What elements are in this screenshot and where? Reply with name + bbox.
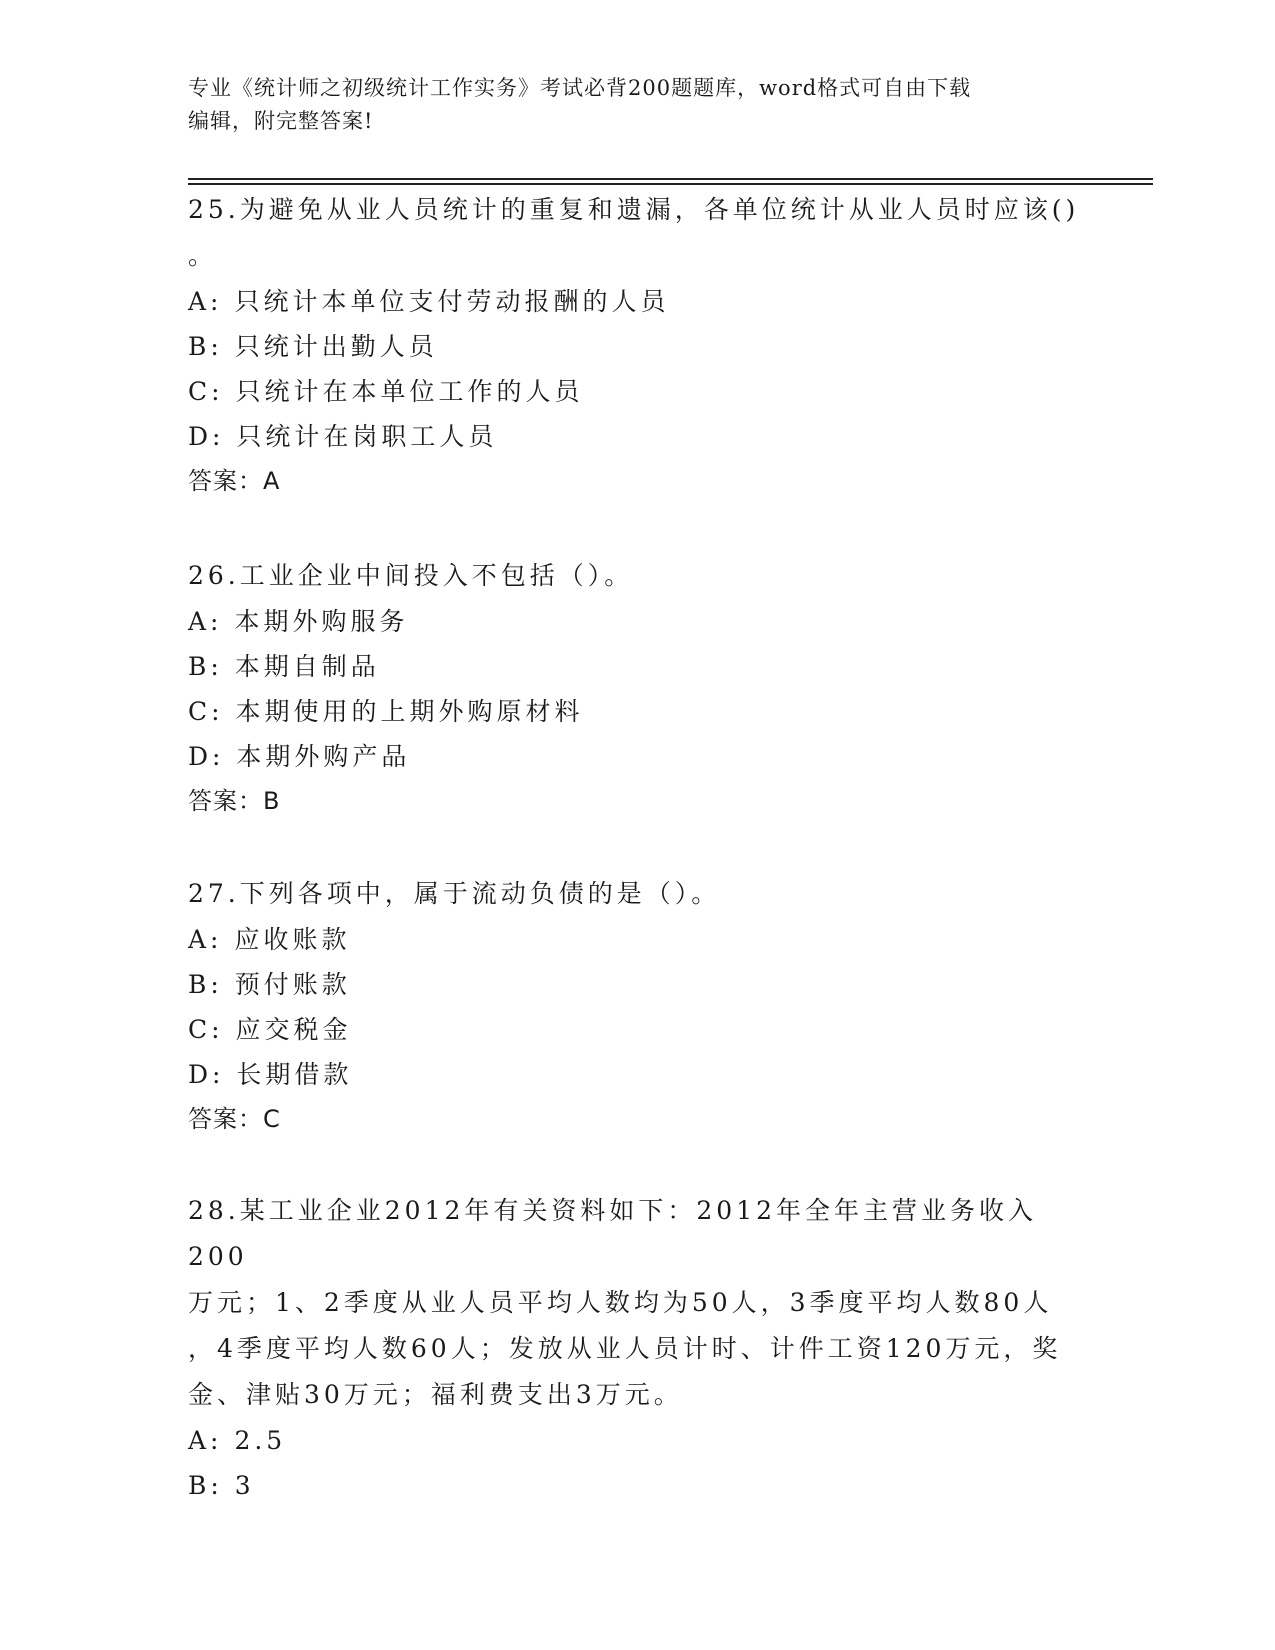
question-stem-line: 25.为避免从业人员统计的重复和遗漏，各单位统计从业人员时应该() — [188, 195, 1080, 224]
option-key: B: — [188, 1471, 223, 1500]
header-line-1: 专业《统计师之初级统计工作实务》考试必背200题题库，word格式可自由下载 — [188, 76, 972, 100]
option-a — [188, 279, 1088, 324]
option-key: A: — [188, 1426, 223, 1455]
question-stem-line: 金、津贴30万元；福利费支出3万元。 — [188, 1380, 683, 1409]
option-key: C: — [188, 377, 224, 406]
option-text: 预付账款 — [234, 970, 351, 999]
option-text: 只统计在岗职工人员 — [236, 422, 498, 451]
option-c — [188, 1007, 1088, 1052]
question-stem-line: ，4季度平均人数60人；发放从业人员计时、计件工资120万元，奖 — [188, 1334, 1062, 1363]
option-key: A: — [188, 925, 223, 954]
answer-line: 答案：A — [188, 467, 281, 495]
option-key: B: — [188, 970, 223, 999]
option-text: 本期自制品 — [234, 652, 380, 681]
option-key: B: — [188, 332, 223, 361]
option-text: 应交税金 — [235, 1015, 352, 1044]
option-c — [188, 369, 1088, 414]
option-b — [188, 324, 1088, 369]
option-d — [188, 734, 1088, 779]
option-d — [188, 1052, 1088, 1097]
option-text: 2.5 — [234, 1426, 287, 1455]
option-key: B: — [188, 652, 223, 681]
option-c — [188, 689, 1088, 734]
option-b — [188, 644, 1088, 689]
option-text: 本期外购服务 — [234, 607, 409, 636]
option-text: 本期使用的上期外购原材料 — [235, 697, 584, 726]
answer-line: 答案：C — [188, 1105, 281, 1133]
option-key: A: — [188, 287, 223, 316]
option-key: D: — [188, 742, 225, 771]
header-line-2: 编辑，附完整答案! — [188, 109, 374, 133]
option-text: 长期借款 — [236, 1060, 353, 1089]
question-26 — [188, 553, 1088, 824]
option-a — [188, 917, 1088, 962]
question-stem-line: 27.下列各项中，属于流动负债的是（）。 — [188, 879, 721, 908]
option-text: 只统计出勤人员 — [234, 332, 438, 361]
option-text: 本期外购产品 — [236, 742, 411, 771]
question-stem-line: 。 — [188, 241, 218, 270]
option-a — [188, 599, 1088, 644]
option-key: A: — [188, 607, 223, 636]
answer-line: 答案：B — [188, 787, 281, 815]
option-key: C: — [188, 1015, 224, 1044]
question-27 — [188, 871, 1088, 1142]
question-25 — [188, 187, 1088, 504]
question-stem-line: 28.某工业企业2012年有关资料如下：2012年全年主营业务收入200 — [188, 1196, 1038, 1271]
option-key: C: — [188, 697, 224, 726]
question-stem-line: 26.工业企业中间投入不包括（）。 — [188, 561, 634, 590]
option-b — [188, 1463, 1088, 1508]
option-d — [188, 414, 1088, 459]
question-28 — [188, 1188, 1088, 1508]
option-text: 3 — [234, 1471, 255, 1500]
option-key: D: — [188, 1060, 225, 1089]
option-text: 应收账款 — [234, 925, 351, 954]
document-header — [188, 72, 1068, 138]
header-divider-bottom — [188, 183, 1153, 185]
option-key: D: — [188, 422, 225, 451]
option-a — [188, 1418, 1088, 1463]
option-text: 只统计本单位支付劳动报酬的人员 — [234, 287, 670, 316]
header-divider-top — [188, 178, 1153, 180]
option-b — [188, 962, 1088, 1007]
question-stem-line: 万元；1、2季度从业人员平均人数均为50人，3季度平均人数80人 — [188, 1288, 1053, 1317]
option-text: 只统计在本单位工作的人员 — [235, 377, 584, 406]
